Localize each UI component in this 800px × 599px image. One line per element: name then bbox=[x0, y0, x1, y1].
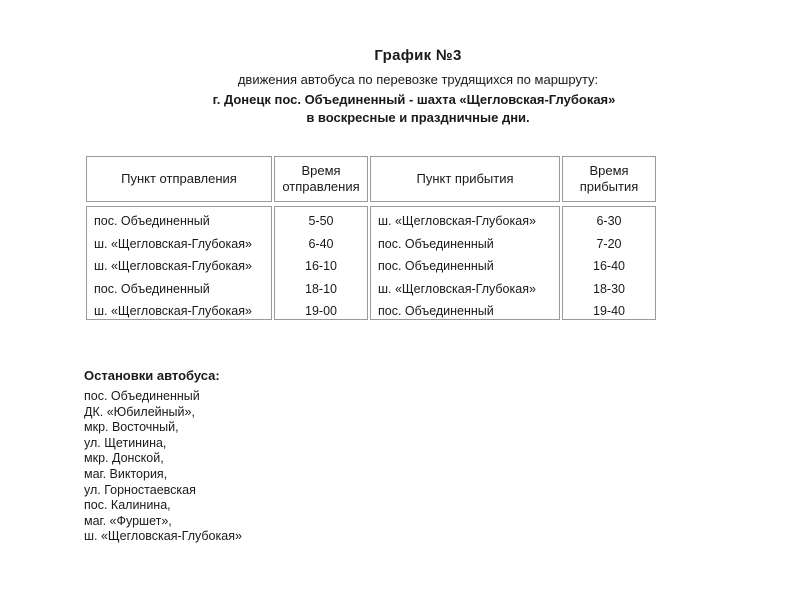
table-cell-arr: 7-20 bbox=[596, 236, 622, 251]
stops-list bbox=[84, 389, 242, 545]
table-cell-to: ш. «Щегловская-Глубокая» bbox=[378, 281, 536, 296]
table-cell-from: ш. «Щегловская-Глубокая» bbox=[94, 236, 252, 251]
header-departure-time-line2: отправления bbox=[282, 179, 360, 194]
header-departure-point bbox=[86, 156, 272, 202]
schedule-days: в воскресные и праздничные дни. bbox=[306, 110, 530, 125]
header-departure-time-line1: Время bbox=[301, 163, 341, 178]
column-departure-time bbox=[274, 156, 368, 320]
list-item: маг. «Фуршет», bbox=[84, 513, 172, 528]
table-cell-arr: 18-30 bbox=[593, 281, 625, 296]
table-cell-from: пос. Объединенный bbox=[94, 214, 210, 228]
table-cell-dep: 6-40 bbox=[308, 236, 334, 251]
schedule-table bbox=[86, 156, 656, 320]
list-item: пос. Объединенный bbox=[84, 389, 200, 403]
stops-heading: Остановки автобуса: bbox=[84, 368, 220, 383]
list-item: ул. Горностаевская bbox=[84, 482, 196, 497]
table-cell-from: пос. Объединенный bbox=[94, 281, 210, 296]
table-cell-from: ш. «Щегловская-Глубокая» bbox=[94, 259, 252, 273]
table-cell-dep: 5-50 bbox=[308, 214, 334, 228]
list-item: ш. «Щегловская-Глубокая» bbox=[84, 529, 242, 544]
table-cell-dep: 16-10 bbox=[305, 259, 337, 273]
header-departure-time bbox=[274, 156, 368, 202]
table-cell-to: пос. Объединенный bbox=[378, 236, 494, 251]
list-item: маг. Виктория, bbox=[84, 466, 168, 481]
header-arrival-time-line2: прибытия bbox=[579, 179, 639, 194]
table-cell-from: ш. «Щегловская-Глубокая» bbox=[94, 304, 252, 318]
header-arrival-point-label: Пункт прибытия bbox=[416, 171, 514, 186]
table-cell-dep: 18-10 bbox=[305, 281, 337, 296]
list-item: мкр. Донской, bbox=[84, 451, 164, 466]
list-item: пос. Калинина, bbox=[84, 498, 171, 513]
column-departure-point bbox=[86, 156, 272, 320]
header-arrival-point bbox=[370, 156, 560, 202]
column-arrival-time bbox=[562, 156, 656, 320]
table-cell-to: пос. Объединенный bbox=[378, 259, 494, 273]
table-cell-arr: 6-30 bbox=[596, 214, 622, 228]
schedule-subtitle: движения автобуса по перевозке трудящихся по маршруту: bbox=[237, 72, 599, 87]
list-item: мкр. Восточный, bbox=[84, 420, 179, 435]
schedule-title: График №3 bbox=[374, 47, 462, 64]
table-cell-arr: 19-40 bbox=[593, 304, 625, 318]
table-cell-to: ш. «Щегловская-Глубокая» bbox=[378, 214, 536, 228]
table-cell-arr: 16-40 bbox=[593, 259, 625, 273]
table-cell-dep: 19-00 bbox=[305, 304, 337, 318]
list-item: ул. Щетинина, bbox=[84, 435, 167, 450]
table-cell-to: пос. Объединенный bbox=[378, 304, 494, 318]
route-name: г. Донецк пос. Объединенный - шахта «Щегловская-Глубокая» bbox=[212, 92, 616, 107]
header-arrival-time bbox=[562, 156, 656, 202]
column-arrival-point bbox=[370, 156, 560, 320]
list-item: ДК. «Юбилейный», bbox=[84, 404, 195, 419]
header-departure-point-label: Пункт отправления bbox=[121, 171, 237, 186]
header-arrival-time-line1: Время bbox=[589, 163, 629, 178]
